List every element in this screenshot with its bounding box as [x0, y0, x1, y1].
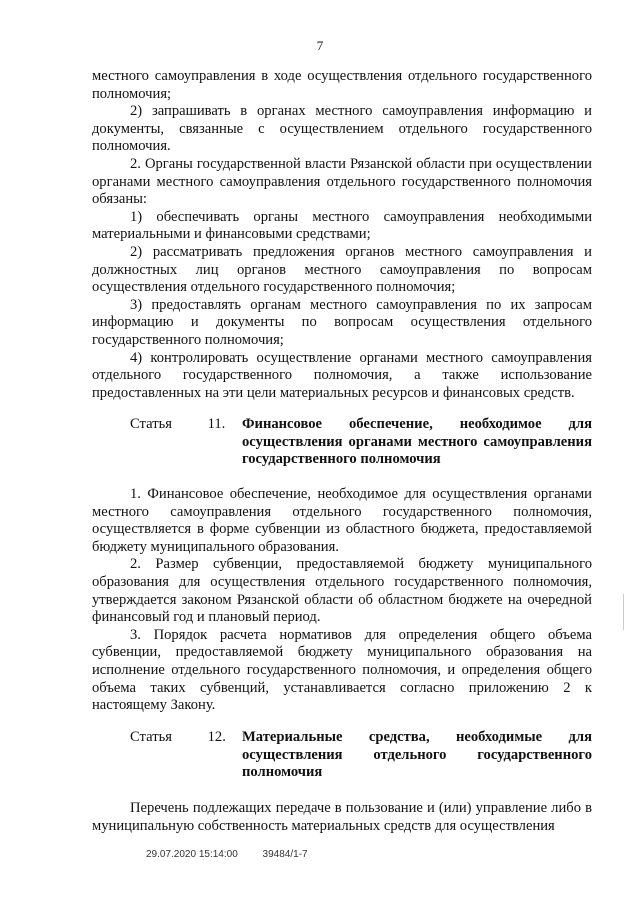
paragraph: 2) запрашивать в органах местного самоуправления информацию и документы, связанные с осуществлением отдельного государственного полномочия.	[92, 103, 592, 155]
article-12-heading	[92, 729, 592, 782]
footer-datetime: 29.07.2020 15:14:00	[146, 849, 238, 860]
paragraph: 2. Органы государственной власти Рязанской области при осуществлении органами местного самоуправления отдельного государственного полномочия обязаны:	[92, 155, 592, 208]
paragraph: местного самоуправления в ходе осуществления отдельного государственного полномочия;	[92, 68, 592, 102]
page-number: 7	[316, 38, 324, 53]
paragraph: 3) предоставлять органам местного самоуправления по их запросам информацию и документы по вопросам осуществления отдельного государственного полномочия;	[92, 296, 592, 348]
article-title: Финансовое обеспечение, необходимое для осуществления органами местного самоуправления государственного полномочия	[242, 416, 592, 468]
paragraph: 4) контролировать осуществление органами местного самоуправления отдельного государственного полномочия, а также использование предоставленных на эти цели материальных ресурсов и финансовых средств.	[92, 349, 592, 401]
body-section-2	[92, 486, 592, 715]
paragraph: 1) обеспечивать органы местного самоуправления необходимыми материальными и финансовыми средствами;	[92, 208, 592, 243]
paragraph: 1. Финансовое обеспечение, необходимое для осуществления органами местного самоуправления отдельного государственного полномочия, осуществляется в форме субвенции из областного бюджета, предоставляемой бюджету муниципального образования.	[92, 486, 592, 555]
paragraph: 2) рассматривать предложения органов местного самоуправления и должностных лиц органов местного самоуправления по вопросам осуществления отдельного государственного полномочия;	[92, 243, 592, 296]
margin-mark	[623, 594, 624, 630]
article-word: Статья	[130, 416, 172, 432]
article-number: 12.	[207, 729, 226, 745]
footer-stamp	[146, 849, 308, 860]
paragraph: 2. Размер субвенции, предоставляемой бюджету муниципального образования для осуществления отдельного государственного полномочия, утверждается законом Рязанской области об областном бюджете на очередной финансовый год и плановый период.	[92, 556, 592, 626]
article-11-heading	[92, 416, 592, 469]
article-word: Статья	[130, 729, 172, 745]
article-title: Материальные средства, необходимые для осуществления отдельного государственного полномочия	[242, 729, 592, 781]
article-label	[92, 416, 242, 469]
body-section-1	[92, 68, 592, 402]
paragraph: 3. Порядок расчета нормативов для определения общего объема субвенции, предоставляемой бюджету муниципального образования на исполнение отдельного государственного полномочия, и определения общего объема таких субвенций, устанавливается согласно приложению 2 к настоящему Закону.	[92, 626, 592, 714]
paragraph: Перечень подлежащих передаче в пользование и (или) управление либо в муниципальную собственность материальных средств для осуществления	[92, 800, 592, 834]
footer-doc-id: 39484/1-7	[262, 849, 308, 860]
body-section-3	[92, 800, 592, 835]
article-label	[92, 729, 242, 782]
article-number: 11.	[207, 416, 226, 432]
